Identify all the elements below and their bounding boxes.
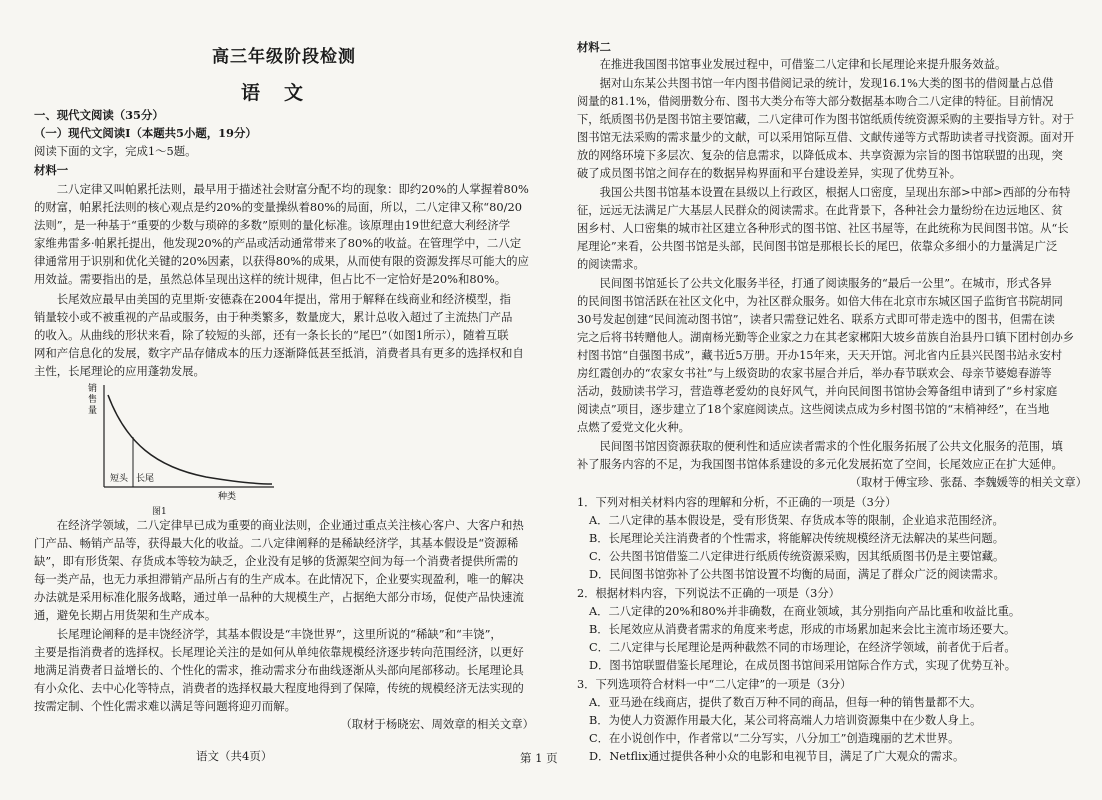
text-line: 的民间图书馆活跃在社区文化中，为社区群众服务。如倍大伟在北京市东城区国子监街官书院胡同 <box>577 295 1063 308</box>
text-line: 家维弗雷多·帕累托提出，他发现20%的产品或活动通常带来了80%的收益。在管理学中，二八定 <box>34 236 522 250</box>
text-line: 有小众化、去中心化等特点，消费者的选择权最大程度地得到了保障，传统的规模经济无法实现的 <box>34 681 524 695</box>
figure-caption: 图1 <box>152 507 167 517</box>
text-line: 主性，长尾理论的应用蓬勃发展。 <box>34 364 205 378</box>
exam-title: 高三年级阶段检测 <box>212 47 356 67</box>
text-line: 困乡村、人口密集的城市社区建立各种形式的图书馆、社区书屋等，在此统称为民间图书馆。从“长 <box>577 222 1069 235</box>
text-line: 阅量的81.1%，借阅册数分布、图书大类分布等大部分数据基本吻合二八定律的特征。目前情况 <box>577 95 1054 108</box>
text-line: 房红霞创办的“农家女书社”与上级资助的农家书屋合并后，举办春节联欢会、母亲节婆媳春游等 <box>577 367 1052 380</box>
text-line: 破了成员图书馆之间存在的数据异构界面和平台建设差异，实现了优势互补。 <box>577 167 962 180</box>
option: D．图书馆联盟借鉴长尾理论，在成员图书馆间采用馆际合作方式，实现了优势互补。 <box>589 659 1017 672</box>
text-line: 民间图书馆因资源获取的便利性和适应读者需求的个性化服务拓展了公共文化服务的范围，填 <box>577 440 1063 453</box>
footer-page-number: 第 1 页 <box>520 751 558 765</box>
text-line: 图书馆无法采购的需求量少的文献，可以采用馆际互借、文献传递等方式帮助读者寻找资源。面对开 <box>577 131 1075 144</box>
text-line: 用效益。需要指出的是，虽然总体呈现出这样的统计规律，但占比不一定恰好是20%和80%。 <box>34 272 507 286</box>
option: D．Netflix通过提供各种小众的电影和电视节目，满足了广大观众的需求。 <box>589 750 965 763</box>
option: B．为使人力资源作用最大化，某公司将高端人力培训资源集中在少数人身上。 <box>589 714 982 727</box>
text-line: 缺”，即有形货架、存货成本等较为缺乏，企业没有足够的货源架空间为每一个消费者提供所需的 <box>34 554 519 568</box>
text-line: 民间图书馆延长了公共文化服务半径，打通了阅读服务的“最后一公里”。在城市，形式各异 <box>577 277 1052 290</box>
text-line: 的阅读需求。 <box>577 258 645 271</box>
text-line: 据对山东某公共图书馆一年内图书借阅记录的统计，发现16.1%大类的图书的借阅量占总借 <box>577 77 1054 90</box>
source-citation: （取材于杨晓宏、周效章的相关文章） <box>340 717 534 731</box>
text-line: 我国公共图书馆基本设置在县级以上行政区，根据人口密度，呈现出东部>中部>西部的分布特 <box>577 186 1071 199</box>
text-line: 村图书馆“自强图书成”，藏书近5万册。开办15年来，天天开馆。河北省内丘县兴民图书站永安村 <box>577 349 1062 362</box>
option: C．公共图书馆借鉴二八定律进行纸质传统资源采购，因其纸质图书仍是主要馆藏。 <box>589 550 1005 563</box>
option: A．二八定律的基本假设是，受有形货架、存货成本等的限制，企业追求范围经济。 <box>589 514 1004 527</box>
figure-long-tail <box>86 383 276 505</box>
text-line: 主要是指消费者的选择权。长尾理论关注的是如何从单纯依靠规模经济逐步转向范围经济，以更好 <box>34 645 524 659</box>
text-line: 通，避免长期占用货架和生产成本。 <box>34 608 217 622</box>
text-line: 长尾效应最早由美国的克里斯·安德森在2004年提出，常用于解释在线商业和经济模型，指 <box>34 292 511 306</box>
x-axis-label: 种类 <box>218 492 237 502</box>
text-line: 按需定制、个性化需求难以满足等问题将迎刃而解。 <box>34 699 296 713</box>
text-line: 30号发起创建“民间流动图书馆”，读者只需登记姓名、联系方式即可带走选中的图书，但需在读 <box>577 313 1055 326</box>
text-line: 尾理论”来看，公共图书馆是头部，民间图书馆是那根长长的尾巴，依靠众多细小的力量满足广泛 <box>577 240 1058 253</box>
question-1-stem: 1．下列对相关材料内容的理解和分析，不正确的一项是（3分） <box>577 496 897 509</box>
text-line: 门产品、畅销产品等，获得最大化的收益。二八定律阐释的是稀缺经济学，其基本假设是“资源稀 <box>34 536 519 550</box>
option: D．民间图书馆弥补了公共图书馆设置不均衡的局面，满足了群众广泛的阅读需求。 <box>589 568 1005 581</box>
subsection-heading: （一）现代文阅读Ⅰ（本题共5小题，19分） <box>34 126 257 140</box>
question-2-stem: 2．根据材料内容，下列说法不正确的一项是（3分） <box>577 587 840 600</box>
text-line: 补了服务内容的不足，为我国图书馆体系建设的多元化发展拓宽了空间，长尾效应正在扩大延伸。 <box>577 458 1063 471</box>
text-line: 网和产信息化的发展，数字产品存储成本的压力逐渐降低甚至抵消，消费者具有更多的选择权和自 <box>34 346 524 360</box>
tail-label: 长尾 <box>136 474 155 484</box>
section-heading: 一、现代文阅读（35分） <box>34 108 164 122</box>
text-line: 完之后将书转赠他人。湖南杨光勤等企业家之力在其老家郴阳大坡乡苗族自治县丹口镇下团村创办乡 <box>577 331 1075 344</box>
head-label: 短头 <box>110 474 129 484</box>
subject-title: 语文 <box>240 82 327 104</box>
text-line: 销量较小或不被重视的产品或服务，由于种类繁多，数量庞大，累计总收入超过了主流热门产品 <box>34 310 513 324</box>
text-line: 点燃了爱党文化火种。 <box>577 421 690 434</box>
text-line: 放的网络环境下多层次、复杂的信息需求，以降低成本、共享资源为宗旨的图书馆联盟的出现，突 <box>577 149 1063 162</box>
text-line: 征，远远无法满足广大基层人民群众的阅读需求。在此背景下，各种社会力量纷纷在边远地区、贫 <box>577 204 1063 217</box>
text-line: 的收入。从曲线的形状来看，除了较短的头部，还有一条长长的“尾巴”（如图1所示），随着互联 <box>34 328 509 342</box>
text-line: 律通常用于识别和优化关键的20%因素，以获得80%的成果，从而使有限的资源发挥尽可能大的应 <box>34 254 529 268</box>
text-line: 活动，鼓励读书学习，营造尊老爱幼的良好风气，并向民间图书馆协会筹备组申请到了“乡村家庭 <box>577 385 1058 398</box>
text-line: 每一类产品，也无力承担滞销产品所占有的生产成本。在此情况下，企业要实现盈利，唯一的解决 <box>34 572 524 586</box>
y-axis-label: 销售量 <box>88 384 98 416</box>
text-line: 在推进我国图书馆事业发展过程中，可借鉴二八定律和长尾理论来提升服务效益。 <box>577 58 1007 71</box>
text-line: 法则”，是一种基于“重要的少数与琐碎的多数”原则的量化标准。该原理由19世纪意大利经济学 <box>34 218 511 232</box>
footer-page-count: 语文（共4页） <box>196 749 273 763</box>
source-citation: （取材于傅宝珍、张磊、李魏媛等的相关文章） <box>849 476 1087 489</box>
text-line: 阅读点”项目，逐步建立了18个家庭阅读点。这些阅读点成为乡村图书馆的“末梢神经”，在当地 <box>577 403 1050 416</box>
text-line: 的财富，帕累托法则的核心观点是约20%的变量操纵着80%的局面，所以，二八定律又称“80/20 <box>34 200 522 214</box>
text-line: 办法就是采用标准化服务战略，通过单一品种的大规模生产，占据绝大部分市场，促使产品快速流 <box>34 590 524 604</box>
option: A．亚马逊在线商店，提供了数百万种不同的商品，但每一种的销售量都不大。 <box>589 696 982 709</box>
instruction: 阅读下面的文字，完成1～5题。 <box>34 144 197 158</box>
text-line: 长尾理论阐释的是丰饶经济学，其基本假设是“丰饶世界”，这里所说的“稀缺”和“丰饶”， <box>34 627 502 641</box>
material-one-label: 材料一 <box>34 163 69 177</box>
question-3-stem: 3．下列选项符合材料一中“二八定律”的一项是（3分） <box>577 678 852 691</box>
material-two-label: 材料二 <box>577 40 611 54</box>
long-tail-chart <box>86 383 276 505</box>
text-line: 二八定律又叫帕累托法则，最早用于描述社会财富分配不均的现象：即约20%的人掌握着80% <box>34 182 529 196</box>
text-line: 下，纸质图书仍是图书馆主要馆藏，二八定律可作为图书馆纸质传统资源采购的主要指导方针。对于 <box>577 113 1075 126</box>
option: A．二八定律的20%和80%并非确数，在商业领域，其分别指向产品比重和收益比重。 <box>589 605 1021 618</box>
option: C．在小说创作中，作者常以“二分写实，八分加工”创造瑰丽的艺术世界。 <box>589 732 960 745</box>
text-line: 在经济学领域，二八定律早已成为重要的商业法则，企业通过重点关注核心客户、大客户和热 <box>34 518 524 532</box>
option: B．长尾效应从消费者需求的角度来考虑，形成的市场累加起来会比主流市场还要大。 <box>589 623 1016 636</box>
text-line: 地满足消费者日益增长的、个性化的需求，推动需求分布曲线逐渐从头部向尾部移动。长尾理论具 <box>34 663 524 677</box>
option: C．二八定律与长尾理论是两种截然不同的市场理论，在经济学领域，前者优于后者。 <box>589 641 1016 654</box>
option: B．长尾理论关注消费者的个性需求，将能解决传统规模经济无法解决的某些问题。 <box>589 532 1004 545</box>
